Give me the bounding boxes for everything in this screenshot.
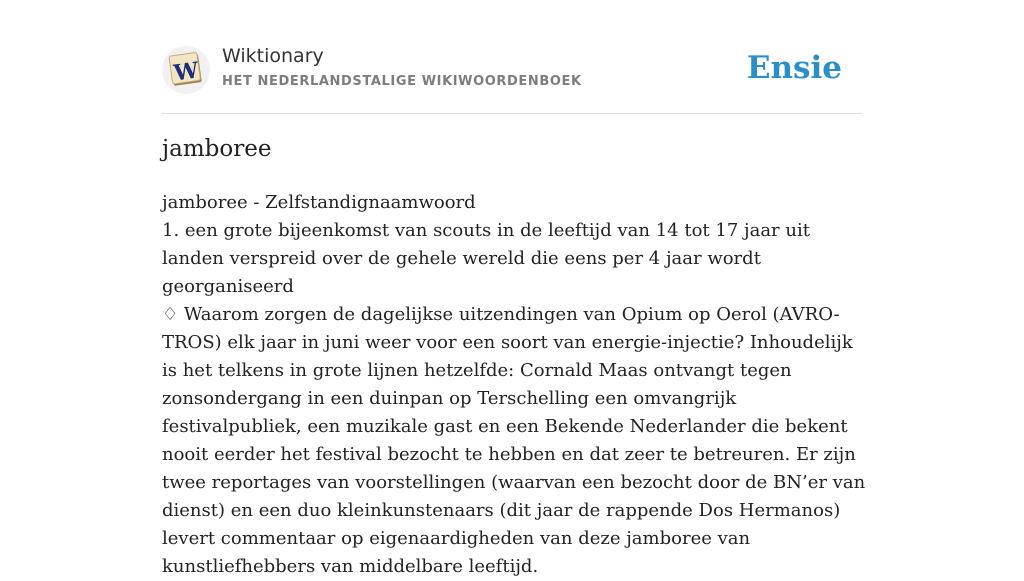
ensie-brand-logo[interactable]: Ensie [746, 50, 842, 86]
wiktionary-logo-icon[interactable] [162, 46, 210, 94]
site-header [162, 40, 862, 114]
site-subtitle: HET NEDERLANDSTALIGE WIKIWOORDENBOEK [222, 74, 582, 89]
entry-content [162, 189, 866, 581]
page-title: jamboree [162, 136, 272, 162]
site-name[interactable]: Wiktionary [222, 45, 324, 67]
entry-example: ♢ Waarom zorgen de dagelijkse uitzendingen van Opium op Oerol (AVRO-TROS) elk jaar in juni weer voor een soort van energie-injectie? Inhoudelijk is het telkens in grote lijnen hetzelfde: Cornald Maas ontvangt tegen zonsondergang in een duinpan op Terschelling een omvangrijk festivalpubliek, een muzikale gast en een Bekende Nederlander die bekent nooit eerder het festival bezocht te hebben en dat zeer te betreuren. Er zijn twee reportages van voorstellingen (waarvan een bezocht door de BN’er van dienst) en een duo kleinkunstenaars (dit jaar de rappende Dos Hermanos) levert commentaar op eigenaardigheden van deze jamboree van kunstliefhebbers van middelbare leeftijd. [162, 304, 866, 577]
logo-tile-graphic [168, 52, 204, 88]
entry-definition: 1. een grote bijeenkomst van scouts in de leeftijd van 14 tot 17 jaar uit landen verspreid over de gehele wereld die eens per 4 jaar wordt georganiseerd [162, 220, 810, 297]
entry-heading: jamboree - Zelfstandignaamwoord [162, 192, 476, 213]
logo-letter: W [172, 57, 201, 87]
